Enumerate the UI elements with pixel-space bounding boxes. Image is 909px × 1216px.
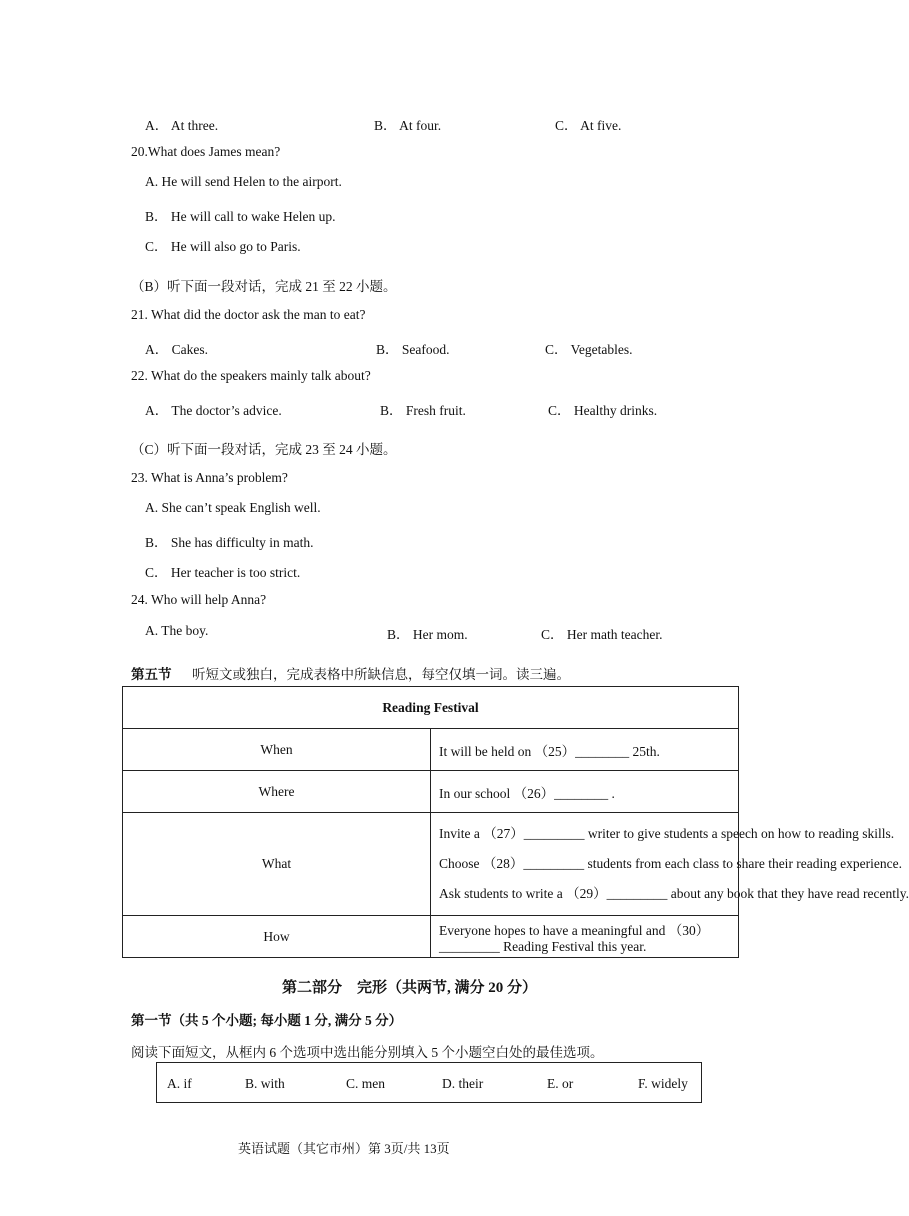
word-option-a: A. if [167,1076,192,1091]
q21-option-c: C． Vegetables. [545,342,633,357]
section-c-heading: （C）听下面一段对话，完成 23 至 24 小题。 [131,442,397,457]
q22-option-b: B． Fresh fruit. [380,403,466,418]
q24-option-c: C． Her math teacher. [541,627,663,642]
what-line-3: Ask students to write a （29）_________ about any book that they have read recently. [439,886,909,901]
where-text: In our school （26）________ . [431,771,739,813]
table-title: Reading Festival [123,687,739,729]
q19-option-a: A． At three. [145,118,219,133]
word-option-d: D. their [442,1076,484,1091]
q19-option-b: B． At four. [374,118,442,133]
q22-question: 22. What do the speakers mainly talk about? [131,368,371,383]
q21-option-a: A． Cakes. [145,342,208,357]
word-options-box [156,1062,702,1103]
q24-question: 24. Who will help Anna? [131,592,267,607]
what-cell [431,813,909,916]
q23-option-b: B． She has difficulty in math. [145,535,314,550]
what-line-2: Choose （28）_________ students from each class to share their reading experience. [439,856,902,871]
q20-option-c: C． He will also go to Paris. [145,239,301,254]
what-line-1: Invite a （27）_________ writer to give students a speech on how to reading skills. [439,826,895,841]
part2-section1: 第一节（共 5 个小题; 每小题 1 分, 满分 5 分） [131,1013,403,1028]
word-option-f: F. widely [638,1076,688,1091]
word-option-e: E. or [547,1076,574,1091]
section5-label: 第五节 [131,667,172,682]
page-footer: 英语试题（其它市州）第 3页/共 13页 [238,1141,450,1156]
q20-option-b: B． He will call to wake Helen up. [145,209,336,224]
q22-option-c: C． Healthy drinks. [548,403,658,418]
q20-option-a: A. He will send Helen to the airport. [145,174,342,189]
when-label: When [123,729,431,771]
q21-option-b: B． Seafood. [376,342,450,357]
when-text: It will be held on （25）________ 25th. [431,729,739,771]
word-option-c: C. men [346,1076,385,1091]
q20-question: 20.What does James mean? [131,144,281,159]
q23-question: 23. What is Anna’s problem? [131,470,288,485]
q21-question: 21. What did the doctor ask the man to eat? [131,307,366,322]
section-b-heading: （B）听下面一段对话，完成 21 至 22 小题。 [131,279,397,294]
how-label: How [123,916,431,958]
what-label: What [123,813,431,916]
part2-instruction: 阅读下面短文，从框内 6 个选项中选出能分别填入 5 个小题空白处的最佳选项。 [131,1045,604,1060]
q23-option-a: A. She can’t speak English well. [145,500,321,515]
reading-festival-table [122,686,909,958]
q22-option-a: A． The doctor’s advice. [145,403,282,418]
where-label: Where [123,771,431,813]
part2-title: 第二部分 完形（共两节, 满分 20 分） [282,980,538,996]
q23-option-c: C． Her teacher is too strict. [145,565,301,580]
how-text: Everyone hopes to have a meaningful and （30）_________ Reading Festival this year. [431,916,739,958]
word-option-b: B. with [245,1076,285,1091]
q19-option-c: C． At five. [555,118,622,133]
q24-option-b: B． Her mom. [387,627,468,642]
q24-option-a: A. The boy. [145,623,209,638]
section5-instruction: 听短文或独白，完成表格中所缺信息，每空仅填一词。读三遍。 [192,667,570,682]
